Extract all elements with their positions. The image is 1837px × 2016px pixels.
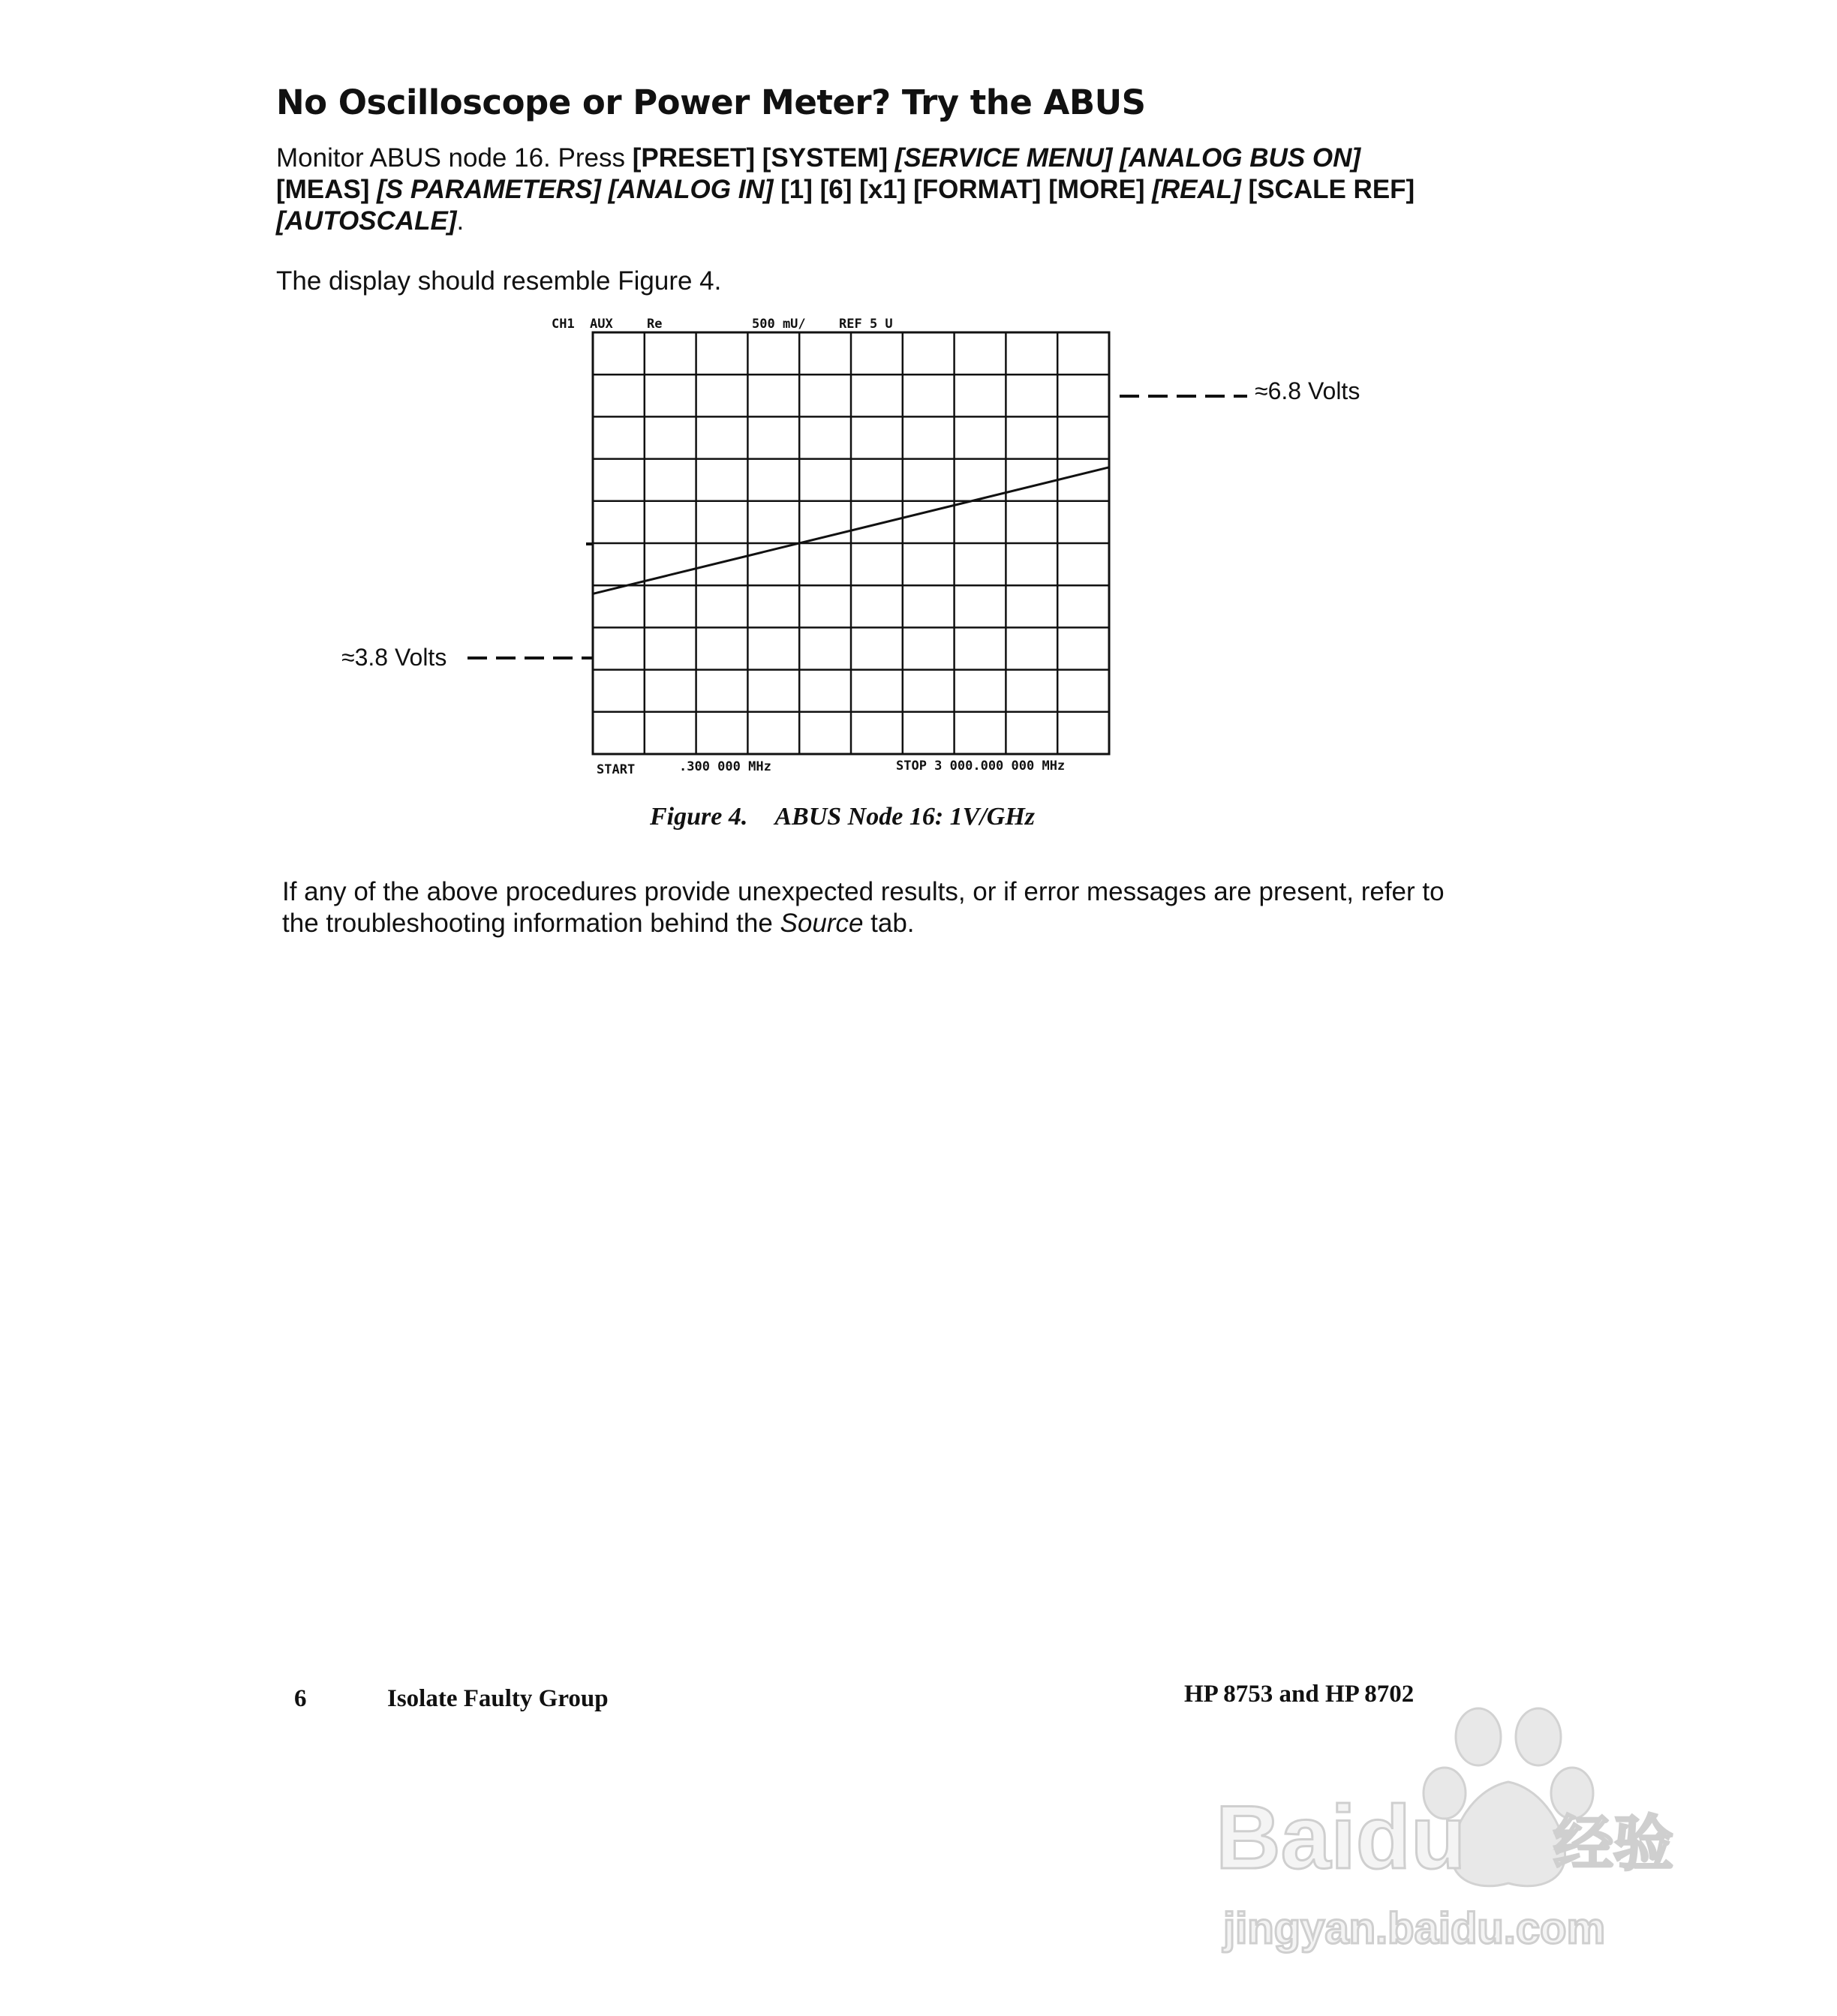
source-tab-name: Source — [780, 909, 864, 938]
softkey-s-parameters: [S PARAMETERS] [ANALOG IN] — [377, 175, 774, 204]
start-value: .300 000 MHz — [679, 759, 771, 774]
softkey-service-menu: [SERVICE MENU] [ANALOG BUS ON] — [894, 143, 1360, 173]
softkey-real: [REAL] — [1152, 175, 1241, 204]
figure-caption — [650, 803, 1062, 831]
footer-section: Isolate Faulty Group — [387, 1685, 609, 1712]
caption-label: Figure 4. — [650, 803, 748, 831]
start-label: START — [597, 762, 636, 777]
softkey-autoscale: [AUTOSCALE] — [276, 206, 457, 236]
header-input: AUX — [590, 317, 613, 332]
watermark-cn: 经验 — [1553, 1809, 1673, 1879]
troubleshooting-note — [282, 876, 1453, 939]
page-heading: No Oscilloscope or Power Meter? Try the ABUS — [276, 83, 1146, 122]
header-format: Re — [647, 317, 663, 332]
header-scale: 500 mU/ — [752, 317, 806, 332]
trouble-text-end: tab. — [863, 909, 915, 938]
key-meas: [MEAS] — [276, 175, 377, 204]
trouble-text: If any of the above procedures provide unexpected results, or if error messages are present, refer to the troubleshooting information behind the — [282, 877, 1445, 938]
header-channel: CH1 — [552, 317, 575, 332]
display-note: The display should resemble Figure 4. — [276, 266, 722, 296]
chart-grid — [593, 332, 1109, 754]
right-annotation: ≈6.8 Volts — [1255, 377, 1360, 404]
footer-page-number: 6 — [294, 1685, 307, 1712]
baidu-watermark-logo — [1201, 1707, 1726, 2007]
figure-4 — [0, 0, 1837, 855]
monitor-text-end: . — [456, 206, 465, 236]
key-sequence: [1] [6] [x1] [FORMAT] [MORE] — [773, 175, 1153, 204]
watermark-brand: Baidu — [1216, 1787, 1466, 1888]
stop-label: STOP 3 000.000 000 MHz — [896, 759, 1066, 774]
caption-title: ABUS Node 16: 1V/GHz — [774, 803, 1035, 831]
footer-model: HP 8753 and HP 8702 — [1184, 1681, 1415, 1708]
header-ref: REF 5 U — [839, 317, 893, 332]
monitor-text: Monitor ABUS node 16. Press — [276, 143, 633, 173]
watermark-url: jingyan.baidu.com — [1223, 1904, 1606, 1953]
left-annotation: ≈3.8 Volts — [341, 644, 447, 671]
key-scale-ref: [SCALE REF] — [1240, 175, 1415, 204]
key-preset-system: [PRESET] [SYSTEM] — [632, 143, 895, 173]
